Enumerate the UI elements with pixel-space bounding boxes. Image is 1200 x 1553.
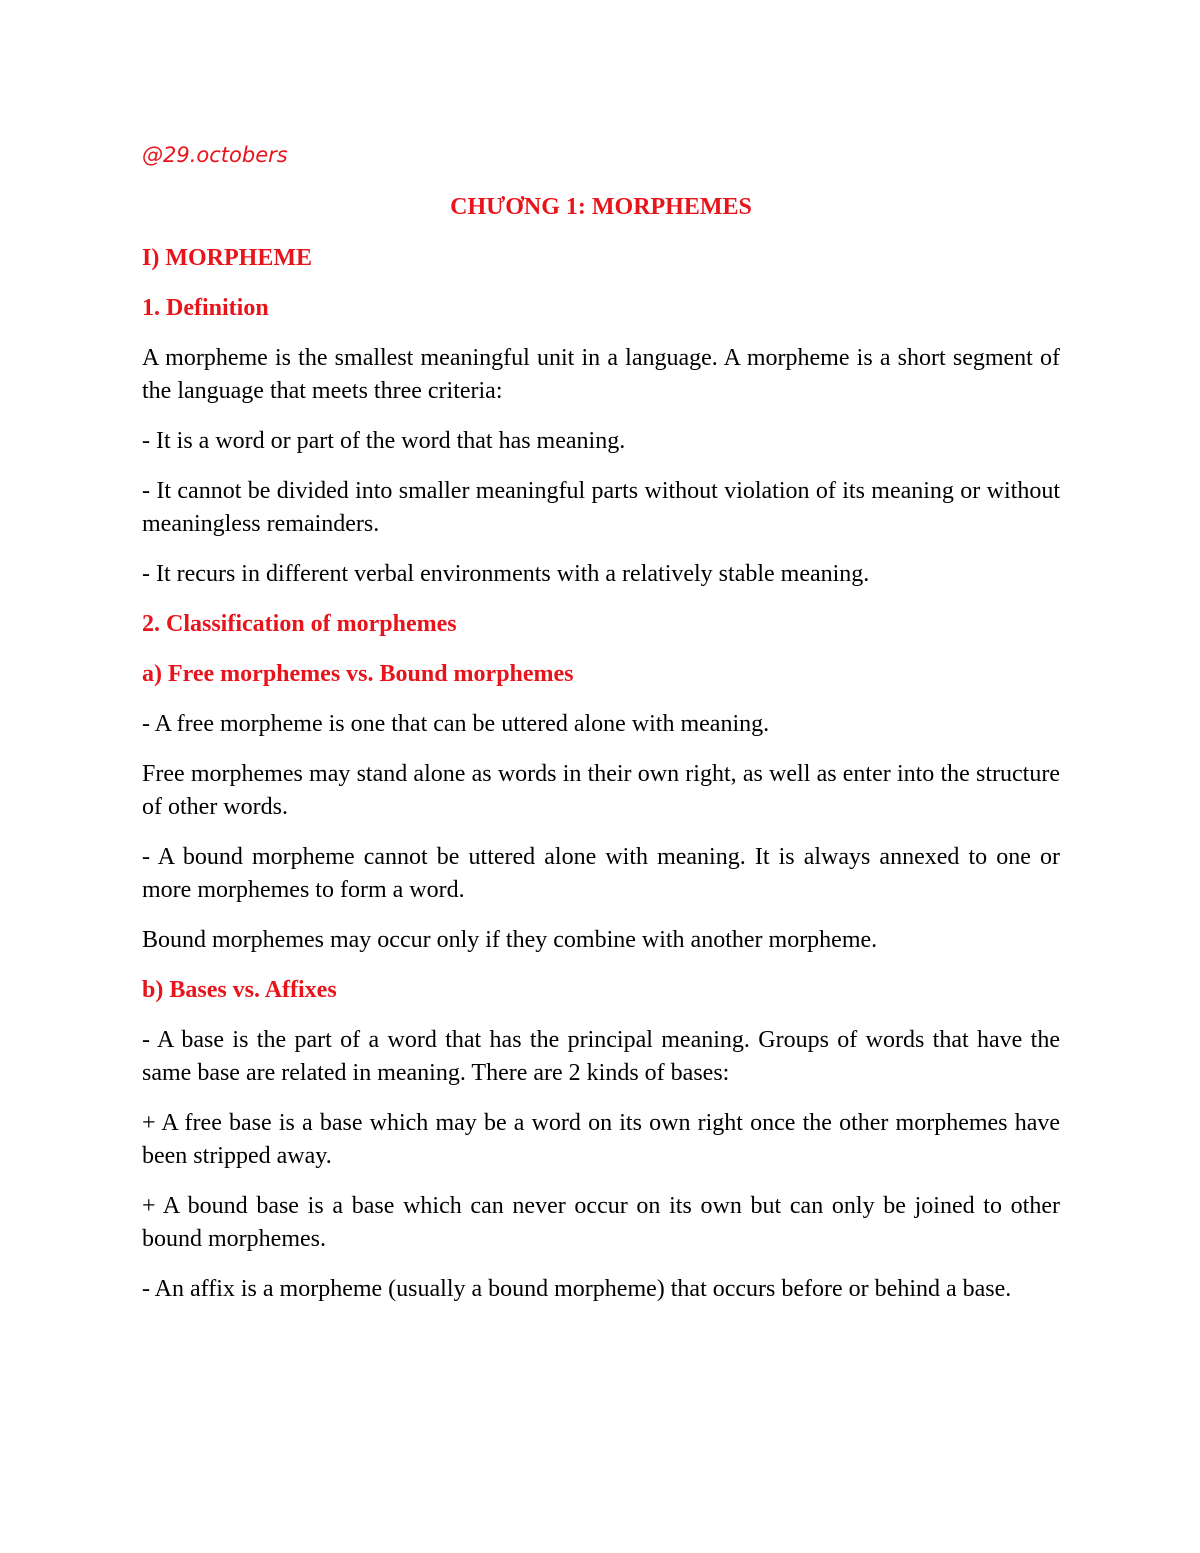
paragraph: - It cannot be divided into smaller meaningful parts without violation of its meaning or without meaningless remainders. xyxy=(142,478,1060,537)
paragraph: Bound morphemes may occur only if they combine with another morpheme. xyxy=(142,927,878,953)
subsection-heading: b) Bases vs. Affixes xyxy=(142,977,337,1003)
paragraph: + A bound base is a base which can never occur on its own but can only be joined to other bound morphemes. xyxy=(142,1193,1060,1252)
document-body xyxy=(142,192,1060,1323)
section-heading: I) MORPHEME xyxy=(142,245,312,271)
paragraph: - A base is the part of a word that has the principal meaning. Groups of words that have the same base are related in meaning. There are 2 kinds of bases: xyxy=(142,1027,1060,1086)
paragraph: - It is a word or part of the word that has meaning. xyxy=(142,428,626,454)
paragraph: A morpheme is the smallest meaningful unit in a language. A morpheme is a short segment of the language that meets three criteria: xyxy=(142,345,1060,404)
chapter-title: CHƯƠNG 1: MORPHEMES xyxy=(450,194,752,220)
paragraph: - A free morpheme is one that can be uttered alone with meaning. xyxy=(142,711,770,737)
subsection-heading: a) Free morphemes vs. Bound morphemes xyxy=(142,661,574,687)
subsection-heading: 2. Classification of morphemes xyxy=(142,611,457,637)
paragraph: - A bound morpheme cannot be uttered alone with meaning. It is always annexed to one or more morphemes to form a word. xyxy=(142,844,1060,903)
paragraph: - It recurs in different verbal environments with a relatively stable meaning. xyxy=(142,561,870,587)
author-handle: @29.octobers xyxy=(142,143,288,167)
paragraph: + A free base is a base which may be a word on its own right once the other morphemes have been stripped away. xyxy=(142,1110,1060,1169)
paragraph: Free morphemes may stand alone as words in their own right, as well as enter into the structure of other words. xyxy=(142,761,1060,820)
subsection-heading: 1. Definition xyxy=(142,295,269,321)
paragraph: - An affix is a morpheme (usually a bound morpheme) that occurs before or behind a base. xyxy=(142,1276,1012,1302)
